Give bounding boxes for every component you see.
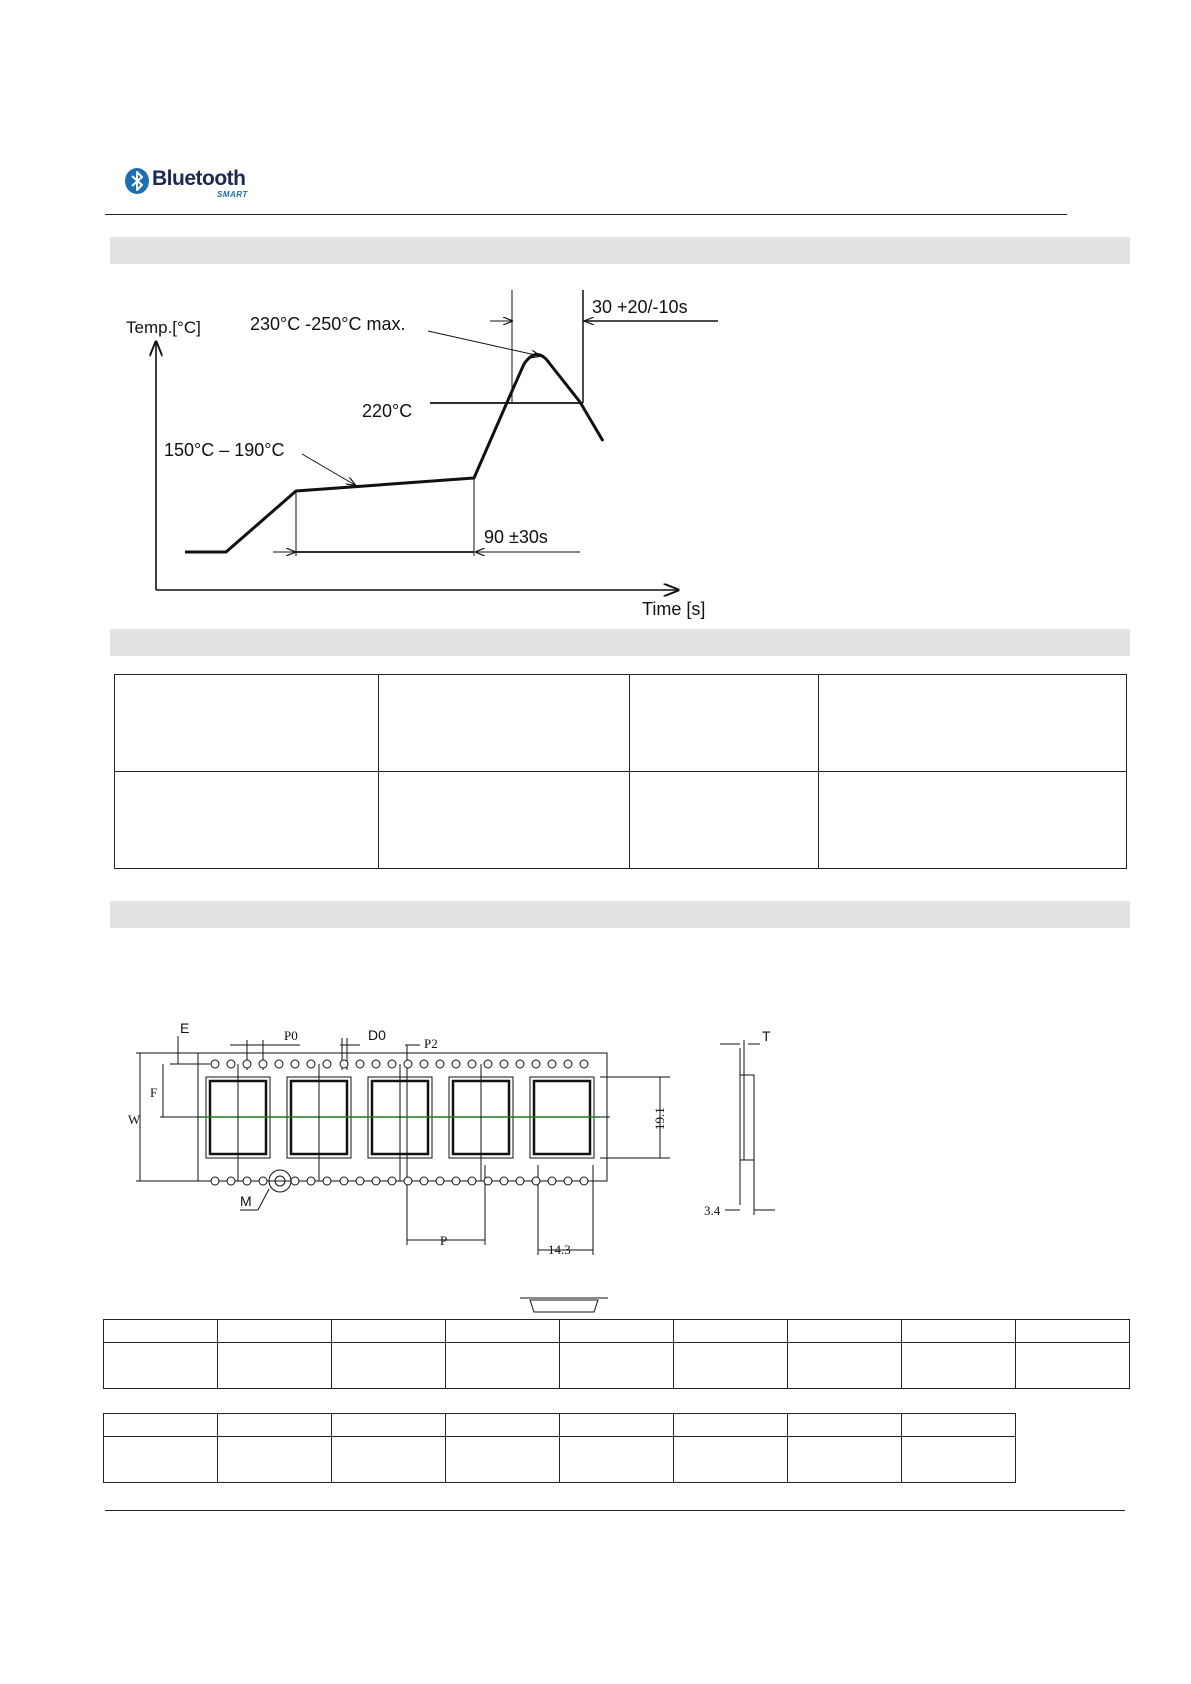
soak-temp-label: 150°C – 190°C xyxy=(164,440,285,460)
dim-f-label: F xyxy=(150,1085,158,1100)
empty-table-3 xyxy=(103,1413,1016,1483)
table-cell xyxy=(560,1437,674,1483)
table-cell xyxy=(446,1414,560,1437)
peak-temp-label: 230°C -250°C max. xyxy=(250,314,406,334)
dim-m-label: M xyxy=(240,1193,252,1209)
table-cell xyxy=(332,1343,446,1389)
table-cell xyxy=(788,1343,902,1389)
dim-width-label: 14.3 xyxy=(548,1242,571,1257)
table-cell xyxy=(560,1343,674,1389)
table-cell xyxy=(674,1414,788,1437)
table-cell xyxy=(218,1414,332,1437)
dim-p2-label: P2 xyxy=(424,1036,438,1051)
logo-subtitle: SMART xyxy=(217,190,248,199)
table-cell xyxy=(560,1320,674,1343)
table-cell xyxy=(674,1437,788,1483)
table-cell xyxy=(104,1343,218,1389)
table-cell xyxy=(674,1320,788,1343)
y-axis-label: Temp.[°C] xyxy=(126,318,201,337)
table-cell xyxy=(218,1320,332,1343)
dim-p0-label: P0 xyxy=(284,1028,298,1043)
dim-t-label: T xyxy=(762,1028,771,1044)
table-cell xyxy=(902,1343,1016,1389)
empty-table-2 xyxy=(103,1319,1130,1389)
table-cell xyxy=(446,1320,560,1343)
table-cell xyxy=(104,1437,218,1483)
dim-side-label: 3.4 xyxy=(704,1203,721,1218)
dim-e-label: E xyxy=(180,1020,190,1036)
table-cell xyxy=(332,1320,446,1343)
table-cell xyxy=(788,1437,902,1483)
liquidus-temp-label: 220°C xyxy=(362,401,413,421)
logo-wordmark: Bluetooth xyxy=(152,167,246,190)
table-cell xyxy=(902,1414,1016,1437)
table-cell xyxy=(674,1343,788,1389)
table-cell xyxy=(218,1437,332,1483)
footer-rule xyxy=(105,1510,1125,1511)
table-cell xyxy=(332,1414,446,1437)
table-cell xyxy=(560,1414,674,1437)
table-cell xyxy=(1016,1320,1130,1343)
table-cell xyxy=(902,1320,1016,1343)
table-cell xyxy=(332,1437,446,1483)
table-cell xyxy=(446,1343,560,1389)
dim-p-label: P xyxy=(440,1233,448,1248)
table-cell xyxy=(104,1414,218,1437)
x-axis-label: Time [s] xyxy=(642,599,706,619)
table-cell xyxy=(104,1320,218,1343)
dim-height-label: 19.1 xyxy=(652,1107,667,1130)
dim-d0-label: D0 xyxy=(368,1027,386,1043)
table-cell xyxy=(788,1414,902,1437)
component-outline-icon xyxy=(520,1296,610,1316)
peak-time-label: 30 +20/-10s xyxy=(592,297,688,317)
table-cell xyxy=(1016,1343,1130,1389)
soak-time-label: 90 ±30s xyxy=(484,527,548,547)
table-cell xyxy=(446,1437,560,1483)
table-cell xyxy=(218,1343,332,1389)
table-cell xyxy=(902,1437,1016,1483)
table-cell xyxy=(788,1320,902,1343)
dim-w-label: W xyxy=(128,1112,141,1127)
